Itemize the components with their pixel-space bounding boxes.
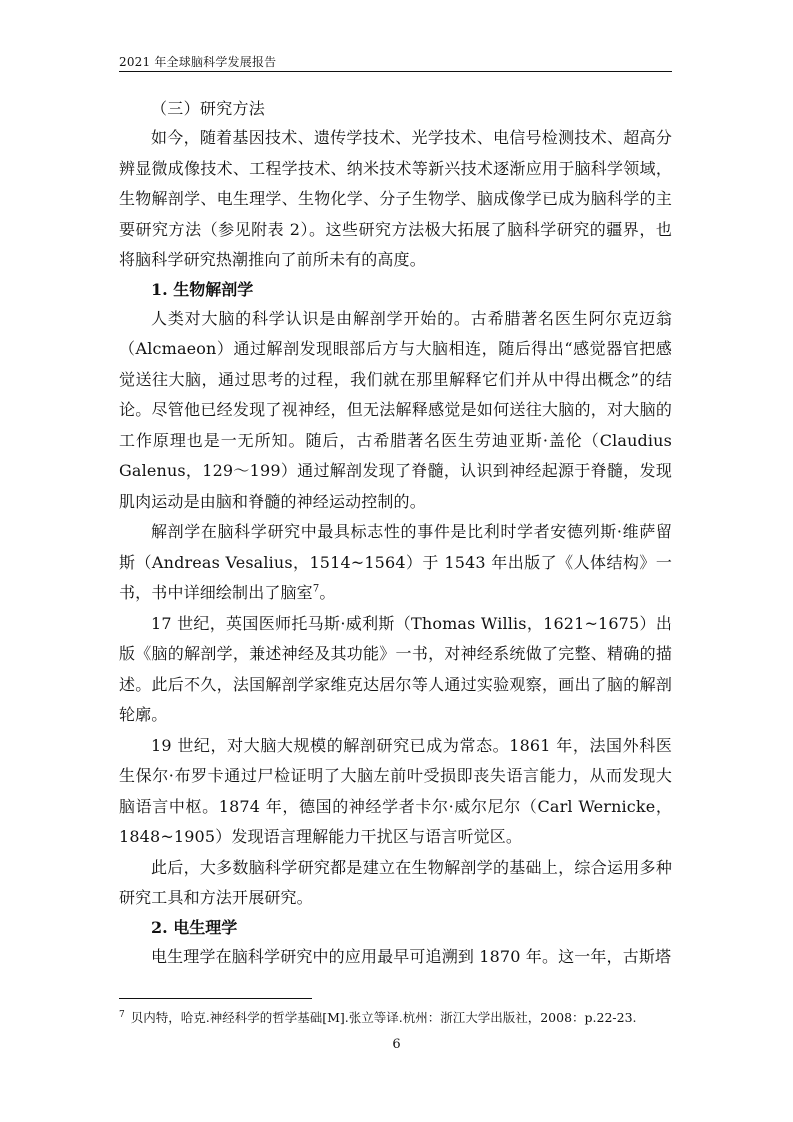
header-rule [119,71,672,72]
anatomy-paragraph-1: 人类对大脑的科学认识是由解剖学开始的。古希腊著名医生阿尔克迈翁（Alcmaeon）通过解剖发现眼部后方与大脑相连，随后得出“感觉器官把感觉送往大脑，通过思考的过程，我们就在那里解释它们并从中得出概念”的结论。尽管他已经发现了视神经，但无法解释感觉是如何送往大脑的，对大脑的工作原理也是一无所知。随后，古希腊著名医生劳迪亚斯·盖伦（Claudius Galenus，129～199）通过解剖发现了脊髓，认识到神经起源于脊髓，发现肌肉运动是由脑和脊髓的神经运动控制的。 [119,308,672,511]
anatomy-paragraph-5: 此后，大多数脑科学研究都是建立在生物解剖学的基础上，综合运用多种研究工具和方法开展研究。 [119,857,672,907]
anatomy-paragraph-3: 17 世纪，英国医师托马斯·威利斯（Thomas Willis，1621~1675）出版《脑的解剖学，兼述神经及其功能》一书，对神经系统做了完整、精确的描述。此后不久，法国解剖学家维克达居尔等人通过实验观察，画出了脑的解剖轮廓。 [119,613,672,724]
subsection-heading-electrophysiology: 2. 电生理学 [151,917,238,937]
footnote-mark: 7 [119,1010,125,1020]
anatomy-paragraph-2-end: 。 [319,583,336,602]
footnote [119,1007,679,1026]
running-header: 2021 年全球脑科学发展报告 [119,55,277,69]
electrophysiology-paragraph-1: 电生理学在脑科学研究中的应用最早可追溯到 1870 年。这一年，古斯塔 [151,946,672,966]
anatomy-paragraph-4: 19 世纪，对大脑大规模的解剖研究已成为常态。1861 年，法国外科医生保尔·布罗卡通过尸检证明了大脑左前叶受损即丧失语言能力，从而发现大脑语言中枢。1874 年，德国的神经学者卡尔·威尔尼尔（Carl Wernicke，1848~1905）发现语言理解能力干扰区与语言听觉区。 [119,735,672,846]
subsection-heading-anatomy: 1. 生物解剖学 [151,279,254,299]
page-number: 6 [392,1037,401,1052]
section-heading: （三）研究方法 [151,99,266,118]
footnote-reference[interactable]: 7 [312,583,320,595]
footnote-text: 贝内特，哈克.神经科学的哲学基础[M].张立等译.杭州：浙江大学出版社，2008：p.22-23. [130,1010,637,1026]
page-body [119,95,672,972]
anatomy-paragraph-2 [119,517,672,609]
anatomy-paragraph-2-text: 解剖学在脑科学研究中最具标志性的事件是比利时学者安德列斯·维萨留斯（Andreas Vesalius，1514~1564）于 1543 年出版了《人体结构》一书，书中详细绘制出了脑室 [119,522,672,602]
footnote-rule [119,998,312,999]
intro-paragraph: 如今，随着基因技术、遗传学技术、光学技术、电信号检测技术、超高分辨显微成像技术、工程学技术、纳米技术等新兴技术逐渐应用于脑科学领域，生物解剖学、电生理学、生物化学、分子生物学、脑成像学已成为脑科学的主要研究方法（参见附表 2）。这些研究方法极大拓展了脑科学研究的疆界，也将脑科学研究热潮推向了前所未有的高度。 [119,128,672,269]
